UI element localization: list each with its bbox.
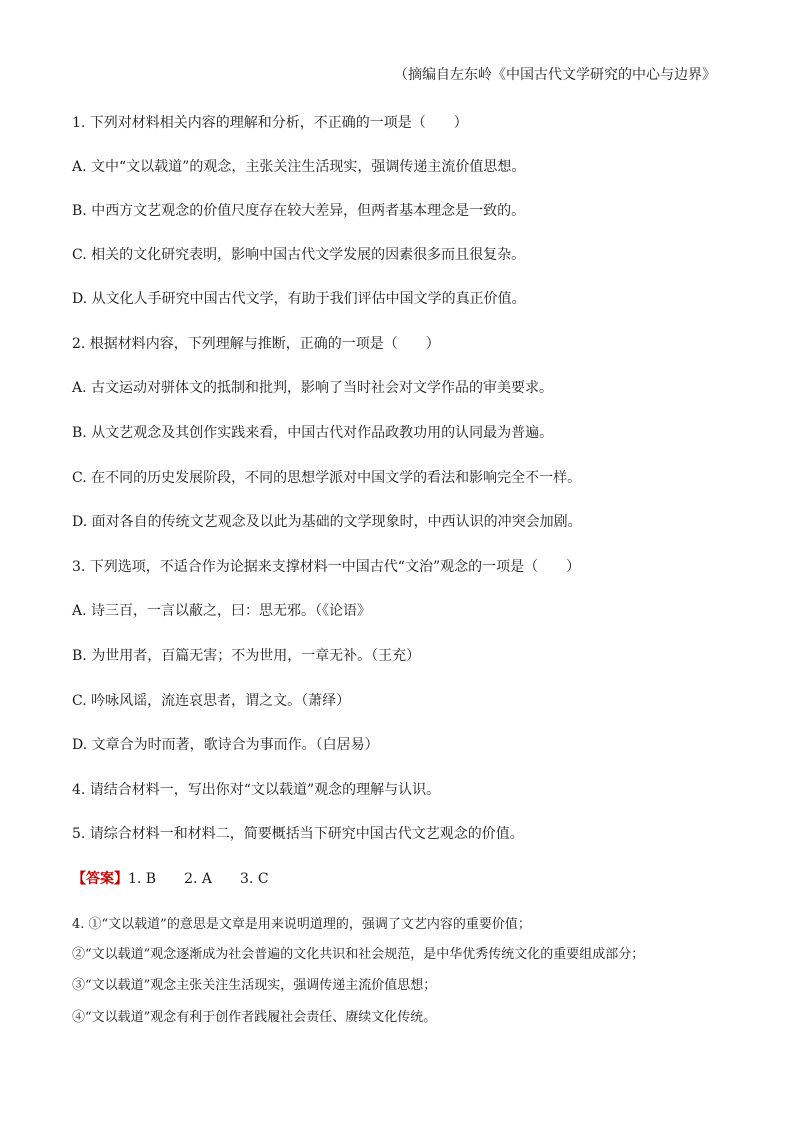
answer-4-line-1: 4. ①“文以载道”的意思是文章是用来说明道理的，强调了文艺内容的重要价值； xyxy=(72,917,531,932)
question-5-stem: 5. 请综合材料一和材料二，简要概括当下研究中国古代文艺观念的价值。 xyxy=(72,826,524,842)
question-4-stem: 4. 请结合材料一，写出你对“文以载道”观念的理解与认识。 xyxy=(72,782,441,798)
answer-4-line-2: ②“文以载道”观念逐渐成为社会普遍的文化共识和社会规范，是中华优秀传统文化的重要组成部分； xyxy=(72,947,645,962)
question-1-stem: 1. 下列对材料相关内容的理解和分析，不正确的一项是（ ） xyxy=(72,115,468,131)
question-2-option-c: C. 在不同的历史发展阶段，不同的思想学派对中国文学的看法和影响完全不一样。 xyxy=(72,470,582,486)
question-1-option-c: C. 相关的文化研究表明，影响中国古代文学发展的因素很多而且很复杂。 xyxy=(72,247,526,263)
question-1-option-d: D. 从文化人手研究中国古代文学，有助于我们评估中国文学的真正价值。 xyxy=(72,291,526,307)
question-2-option-d: D. 面对各自的传统文艺观念及以此为基础的文学现象时，中西认识的冲突会加剧。 xyxy=(72,514,582,530)
question-2-option-a: A. 古文运动对骈体文的抵制和批判，影响了当时社会对文学作品的审美要求。 xyxy=(72,380,554,396)
source-citation: （摘编自左东岭《中国古代文学研究的中心与边界》 xyxy=(394,67,716,83)
question-3-option-b: B. 为世用者，百篇无害；不为世用，一章无补。（王充） xyxy=(72,648,421,664)
question-3-option-d: D. 文章合为时而著，歌诗合为事而作。（白居易） xyxy=(72,737,379,753)
question-2-stem: 2. 根据材料内容，下列理解与推断，正确的一项是（ ） xyxy=(72,336,440,352)
answer-4-line-3: ③“文以载道”观念主张关注生活现实，强调传递主流价值思想； xyxy=(72,978,437,993)
question-3-option-c: C. 吟咏风谣，流连哀思者，谓之文。（萧绎） xyxy=(72,693,351,709)
question-1-option-b: B. 中西方文艺观念的价值尺度存在较大差异，但两者基本理念是一致的。 xyxy=(72,203,526,219)
answer-4-line-4: ④“文以载道”观念有利于创作者践履社会责任、赓续文化传统。 xyxy=(72,1010,437,1025)
question-3-stem: 3. 下列选项，不适合作为论据来支撑材料一中国古代“文治”观念的一项是（ ） xyxy=(72,559,581,575)
answer-line xyxy=(72,870,269,888)
answer-choices: 1. B 2. A 3. C xyxy=(128,871,269,887)
question-1-option-a: A. 文中“文以载道”的观念，主张关注生活现实，强调传递主流价值思想。 xyxy=(72,159,526,175)
question-3-option-a: A. 诗三百，一言以蔽之，曰：思无邪。（《论语》 xyxy=(72,603,372,619)
question-2-option-b: B. 从文艺观念及其创作实践来看，中国古代对作品政教功用的认同最为普遍。 xyxy=(72,425,554,441)
answer-label: 【答案】 xyxy=(72,871,128,887)
